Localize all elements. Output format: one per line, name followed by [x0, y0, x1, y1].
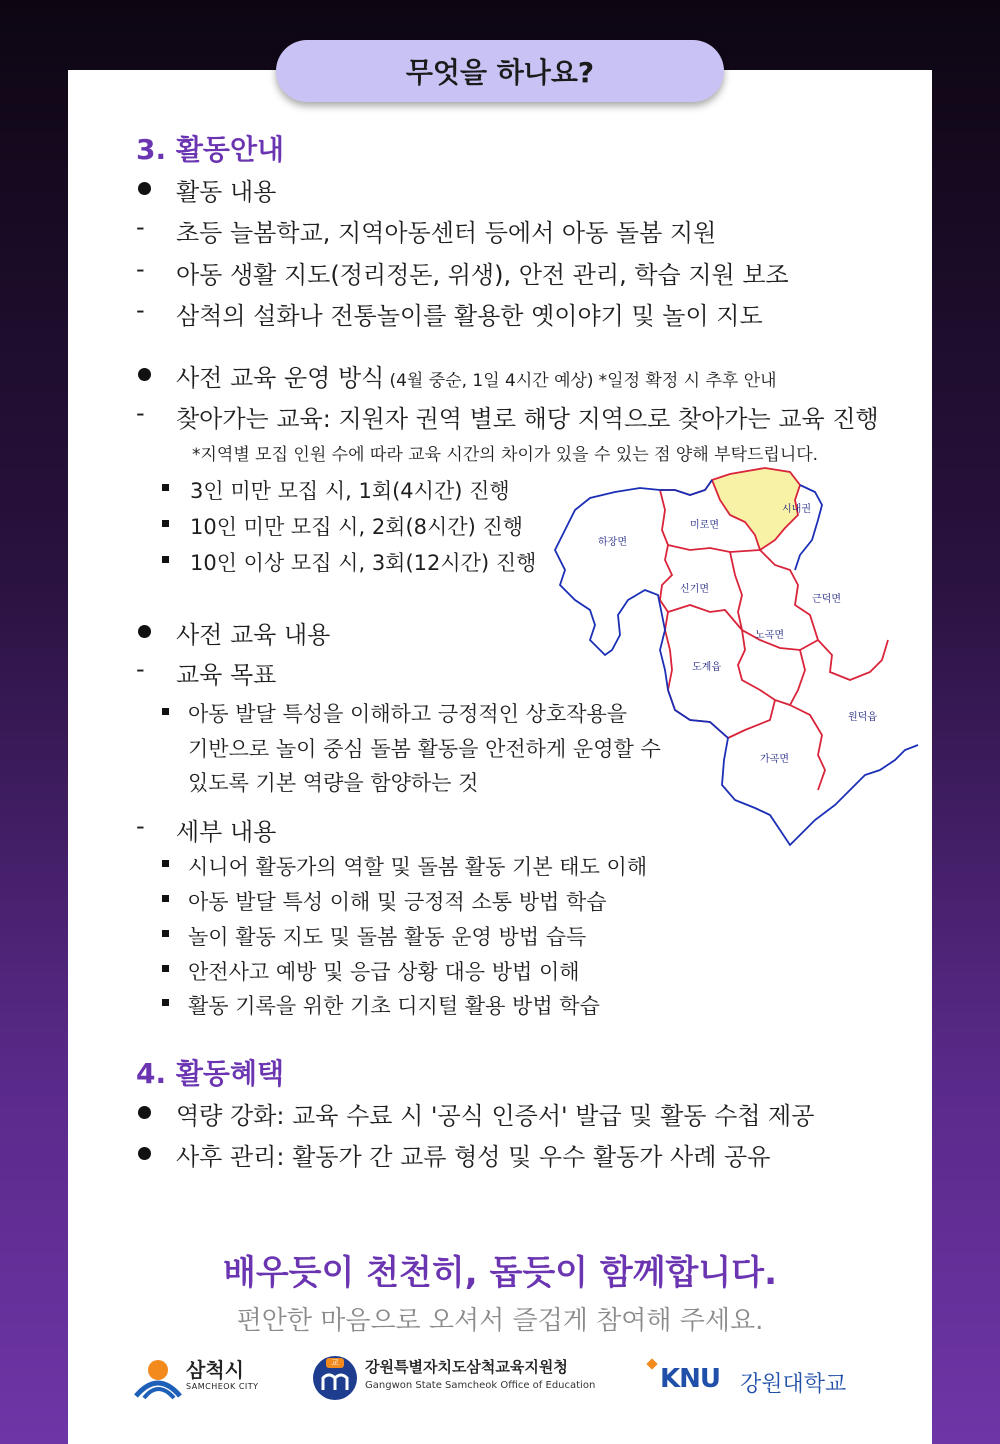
- knu-logo: [648, 1356, 878, 1400]
- map-label: 미로면: [690, 520, 719, 531]
- education-office-sub: Gangwon State Samcheok Office of Education: [365, 1380, 596, 1391]
- bullet: [162, 999, 169, 1006]
- subslogan: 편안한 마음으로 오셔서 즐겁게 참여해 주세요.: [236, 1306, 764, 1336]
- outer-border: [555, 480, 918, 845]
- map-label: 시내권: [782, 504, 811, 515]
- detail-item: 놀이 활동 지도 및 돌봄 활동 운영 방법 습득: [188, 925, 587, 949]
- detail-item: 안전사고 예방 및 응급 상황 대응 방법 이해: [188, 960, 580, 984]
- activity-item: 아동 생활 지도(정리정돈, 위생), 안전 관리, 학습 지원 보조: [176, 261, 789, 289]
- goal-label: 교육 목표: [176, 661, 277, 689]
- dash: -: [136, 213, 145, 241]
- dash: -: [136, 255, 145, 283]
- visiting-education: 찾아가는 교육: 지원자 권역 별로 해당 지역으로 찾아가는 교육 진행: [176, 405, 879, 433]
- pre-content-label: 사전 교육 내용: [176, 621, 331, 649]
- map-label: 노곡면: [755, 630, 784, 641]
- bullet: [162, 930, 169, 937]
- benefit-item: 사후 관리: 활동가 간 교류 형성 및 우수 활동가 사례 공유: [176, 1143, 771, 1171]
- goal-line: 있도록 기본 역량을 함양하는 것: [188, 771, 479, 795]
- detail-label: 세부 내용: [176, 818, 277, 846]
- session-item: 3인 미만 모집 시, 1회(4시간) 진행: [190, 479, 510, 503]
- visiting-note: *지역별 모집 인원 수에 따라 교육 시간의 차이가 있을 수 있는 점 양해 부탁드립니다.: [192, 445, 819, 465]
- goal-line: 아동 발달 특성을 이해하고 긍정적인 상호작용을: [188, 702, 628, 726]
- knu-name: 강원대학교: [740, 1372, 847, 1397]
- map-label: 가곡면: [760, 754, 789, 765]
- bullet: [162, 965, 169, 972]
- activity-label: 활동 내용: [176, 178, 277, 206]
- bullet: [162, 556, 169, 563]
- dash: -: [136, 296, 145, 324]
- goal-line: 기반으로 놀이 중심 돌봄 활동을 안전하게 운영할 수: [188, 737, 661, 761]
- session-item: 10인 미만 모집 시, 2회(8시간) 진행: [190, 515, 524, 539]
- detail-item: 시니어 활동가의 역할 및 돌봄 활동 기본 태도 이해: [188, 855, 648, 879]
- education-emblem-icon: [313, 1356, 357, 1400]
- dash: -: [136, 812, 145, 840]
- pre-method-detail: (4월 중순, 1일 4시간 예상): [389, 371, 594, 391]
- samcheok-name: 삼척시: [186, 1358, 244, 1382]
- detail-item: 활동 기록을 위한 기초 디지털 활용 방법 학습: [188, 994, 600, 1018]
- samcheok-region-map: [550, 465, 930, 860]
- map-label: 하장면: [598, 537, 627, 548]
- detail-item: 아동 발달 특성 이해 및 긍정적 소통 방법 학습: [188, 890, 607, 914]
- benefit-item: 역량 강화: 교육 수료 시 '공식 인증서' 발급 및 활동 수첩 제공: [176, 1102, 815, 1130]
- section-4-title: 4. 활동혜택: [136, 1057, 285, 1090]
- dash: -: [136, 399, 145, 427]
- slogan: 배우듯이 천천히, 돕듯이 함께합니다.: [222, 1253, 777, 1293]
- dash: -: [136, 655, 145, 683]
- map-label: 도계읍: [692, 662, 721, 673]
- bullet: [138, 368, 151, 381]
- education-office-logo: [313, 1350, 613, 1404]
- pre-method-line: [176, 358, 777, 393]
- bullet: [138, 625, 151, 638]
- bullet: [162, 860, 169, 867]
- bullet: [138, 1147, 151, 1160]
- pre-method-note: *일정 확정 시 추후 안내: [598, 371, 777, 391]
- education-emblem-mark: 교: [326, 1358, 344, 1368]
- bullet: [138, 182, 151, 195]
- bullet: [162, 708, 169, 715]
- page-title: 무엇을 하나요?: [276, 40, 724, 102]
- section-3-title: 3. 활동안내: [136, 133, 285, 166]
- bullet: [138, 1106, 151, 1119]
- bullet: [162, 520, 169, 527]
- activity-item: 삼척의 설화나 전통놀이를 활용한 옛이야기 및 놀이 지도: [176, 302, 763, 330]
- knu-accent-icon: [646, 1358, 657, 1369]
- education-office-name: 강원특별자치도삼척교육지원청: [365, 1358, 568, 1376]
- map-label: 원덕읍: [848, 712, 877, 723]
- samcheok-sub: SAMCHEOK CITY: [186, 1382, 259, 1391]
- bullet: [162, 895, 169, 902]
- session-item: 10인 이상 모집 시, 3회(12시간) 진행: [190, 551, 537, 575]
- map-label: 근덕면: [812, 594, 841, 605]
- activity-item: 초등 늘봄학교, 지역아동센터 등에서 아동 돌봄 지원: [176, 219, 717, 247]
- samcheok-emblem-icon: [134, 1356, 182, 1400]
- map-label: 신기면: [680, 584, 709, 595]
- knu-mark: KNU: [660, 1364, 721, 1394]
- samcheok-logo: [134, 1352, 264, 1404]
- pre-method-label: 사전 교육 운영 방식: [176, 364, 385, 392]
- bullet: [162, 484, 169, 491]
